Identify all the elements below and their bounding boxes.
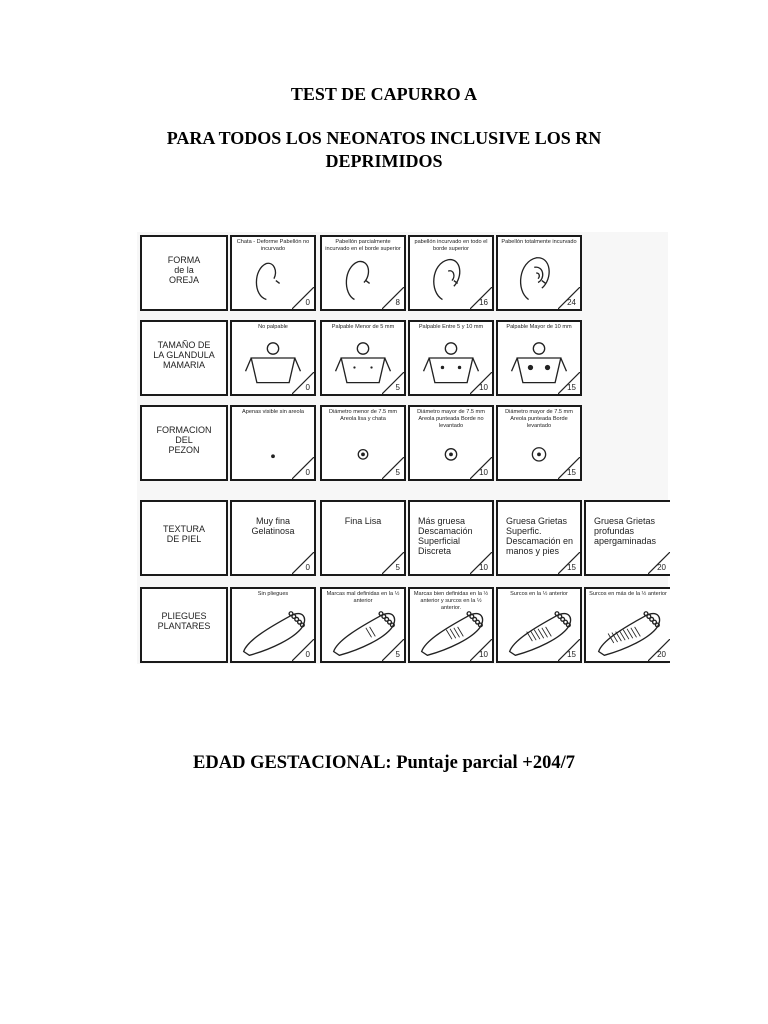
row-label-line: FORMACION — [156, 425, 212, 435]
option-description: Diámetro mayor de 7.5 mm Areola punteada Borde levantado — [505, 409, 573, 429]
row-label-line: PLIEGUES — [161, 611, 207, 621]
option-description: Palpable Entre 5 y 10 mm — [418, 324, 484, 330]
option-score: 20 — [657, 563, 666, 572]
subtitle-line-1: PARA TODOS LOS NEONATOS INCLUSIVE LOS RN — [166, 128, 602, 148]
option-description: Gruesa Grietas Superfic. Descamación en manos y pies — [506, 516, 574, 556]
row-label-line: TEXTURA — [162, 524, 205, 534]
page-subtitle — [0, 127, 768, 173]
option-description: Surcos en más de la ½ anterior — [589, 591, 667, 597]
option-description: Sin pliegues — [257, 591, 289, 597]
row-label-line: PLANTARES — [157, 621, 211, 631]
option-score: 0 — [305, 563, 310, 572]
option-score: 5 — [395, 563, 400, 572]
score-option-cell — [230, 235, 316, 311]
row-label-cell — [140, 587, 228, 663]
option-description: Diámetro mayor de 7.5 mm Areola punteada Borde no levantado — [417, 409, 485, 429]
option-description: Apenas visible sin areola — [242, 409, 304, 415]
corner-divider — [292, 457, 314, 479]
option-description: No palpable — [258, 324, 288, 330]
row-label — [142, 524, 226, 544]
row-label — [142, 340, 226, 370]
option-score: 10 — [479, 650, 488, 659]
corner-divider — [382, 287, 404, 309]
corner-divider — [292, 287, 314, 309]
option-description: Fina Lisa — [344, 516, 382, 526]
option-score: 16 — [479, 298, 488, 307]
option-score: 24 — [567, 298, 576, 307]
option-description: Muy fina Gelatinosa — [251, 516, 295, 536]
corner-divider — [382, 639, 404, 661]
option-description: Surcos en la ½ anterior — [510, 591, 568, 597]
score-option-cell — [230, 320, 316, 396]
score-option-cell — [496, 587, 582, 663]
corner-divider — [292, 552, 314, 574]
score-option-cell — [230, 500, 316, 576]
score-option-cell — [408, 405, 494, 481]
score-option-cell — [496, 235, 582, 311]
row-label — [142, 611, 226, 631]
option-description: Pabellón totalmente incurvado — [501, 239, 577, 245]
row-label-line: DE PIEL — [166, 534, 202, 544]
page-title: TEST DE CAPURRO A — [290, 84, 478, 104]
option-score: 10 — [479, 383, 488, 392]
option-score: 15 — [567, 383, 576, 392]
score-option-cell — [320, 405, 406, 481]
option-description: Pabellón parcialmente incurvado en el borde superior — [325, 239, 401, 252]
score-option-cell — [230, 587, 316, 663]
score-option-cell — [320, 235, 406, 311]
score-option-cell — [408, 320, 494, 396]
option-score: 5 — [395, 383, 400, 392]
row-label-line: PEZON — [168, 445, 200, 455]
row-label-line: OREJA — [168, 275, 199, 285]
option-score: 5 — [395, 468, 400, 477]
corner-divider — [292, 372, 314, 394]
option-score: 15 — [567, 468, 576, 477]
option-score: 0 — [305, 383, 310, 392]
option-description: Diámetro menor de 7.5 mm Areola lisa y chata — [328, 409, 398, 422]
option-description: pabellón incurvado en todo el borde superior — [414, 239, 488, 252]
row-label-line: de la — [174, 265, 194, 275]
option-score: 10 — [479, 468, 488, 477]
option-score: 8 — [395, 298, 400, 307]
row-label-cell — [140, 405, 228, 481]
score-option-cell — [408, 587, 494, 663]
score-option-cell — [496, 320, 582, 396]
option-description: Palpable Mayor de 10 mm — [506, 324, 572, 330]
score-option-cell — [496, 405, 582, 481]
option-score: 0 — [305, 468, 310, 477]
gestational-age-footer: EDAD GESTACIONAL: Puntaje parcial +204/7 — [193, 753, 575, 773]
corner-divider — [382, 552, 404, 574]
option-score: 0 — [305, 298, 310, 307]
option-score: 5 — [395, 650, 400, 659]
option-score: 10 — [479, 563, 488, 572]
option-description: Gruesa Grietas profundas apergaminadas — [594, 516, 657, 546]
row-label-line: TAMAÑO DE — [157, 340, 211, 350]
score-option-cell — [320, 320, 406, 396]
option-score: 20 — [657, 650, 666, 659]
option-score: 15 — [567, 650, 576, 659]
row-label-line: LA GLANDULA — [153, 350, 215, 360]
option-score: 15 — [567, 563, 576, 572]
row-label — [142, 425, 226, 455]
score-option-cell — [496, 500, 582, 576]
score-option-cell — [408, 500, 494, 576]
option-description: Más gruesa Descamación Superficial Discreta — [418, 516, 473, 556]
subtitle-line-2: DEPRIMIDOS — [325, 151, 443, 171]
row-label-line: MAMARIA — [162, 360, 205, 370]
row-label-line: DEL — [175, 435, 193, 445]
row-label — [142, 255, 226, 285]
score-option-cell — [320, 587, 406, 663]
corner-divider — [382, 372, 404, 394]
score-option-cell — [584, 587, 670, 663]
row-label-cell — [140, 500, 228, 576]
row-label-cell — [140, 320, 228, 396]
option-description: Palpable Menor de 5 mm — [331, 324, 395, 330]
score-option-cell — [320, 500, 406, 576]
score-option-cell — [408, 235, 494, 311]
corner-divider — [292, 639, 314, 661]
corner-divider — [382, 457, 404, 479]
option-description: Marcas mal definidas en la ½ anterior — [326, 591, 400, 604]
row-label-line: FORMA — [167, 255, 201, 265]
capurro-table — [137, 232, 668, 664]
row-label-cell — [140, 235, 228, 311]
score-option-cell — [584, 500, 670, 576]
option-score: 0 — [305, 650, 310, 659]
option-description: Chata - Deforme Pabellón no incurvado — [236, 239, 310, 252]
score-option-cell — [230, 405, 316, 481]
option-description: Marcas bien definidas en la ½ anterior y surcos en la ½ anterior. — [413, 591, 489, 611]
